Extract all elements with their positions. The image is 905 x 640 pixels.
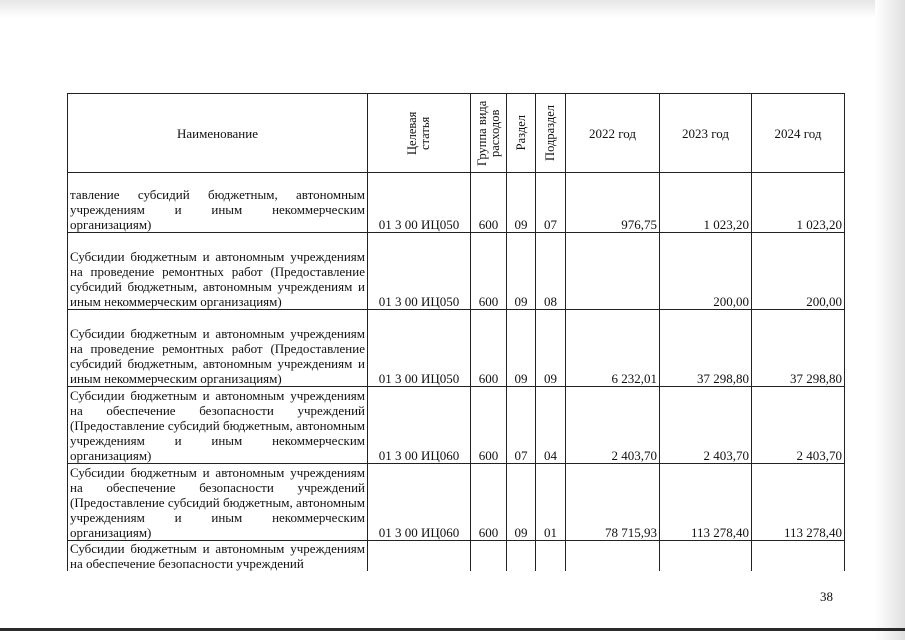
row-value-2022: 78 715,93 — [566, 464, 660, 541]
row-name: Субсидии бюджетным и автономным учреждениям на обеспечение безопасности учреждений — [68, 541, 368, 572]
row-value-2023 — [660, 541, 752, 572]
row-value-2022: 2 403,70 — [566, 387, 660, 464]
header-year-2024: 2024 год — [752, 94, 845, 173]
budget-table — [67, 93, 845, 571]
table-row — [68, 464, 845, 541]
page-number: 38 — [820, 589, 833, 604]
header-section-label: Раздел — [513, 115, 528, 151]
header-subsection — [536, 94, 566, 173]
scan-bottom-edge — [0, 628, 905, 631]
header-section — [507, 94, 536, 173]
header-subsection-label: Подраздел — [543, 105, 557, 161]
row-group: 600 — [471, 310, 507, 387]
row-group: 600 — [471, 233, 507, 310]
scan-shadow-right — [875, 0, 905, 640]
table-row — [68, 310, 845, 387]
row-value-2022 — [566, 233, 660, 310]
row-subsection: 08 — [536, 233, 566, 310]
row-group: 600 — [471, 387, 507, 464]
row-name: Субсидии бюджетным и автономным учреждениям на обеспечение безопасности учреждений (Предоставление субсидий бюджетным, автономным учреждениям и иным некоммерческим организациям) — [68, 387, 368, 464]
row-value-2023: 113 278,40 — [660, 464, 752, 541]
row-value-2022 — [566, 541, 660, 572]
row-subsection — [536, 541, 566, 572]
table-row — [68, 541, 845, 572]
row-value-2024: 113 278,40 — [752, 464, 845, 541]
row-group — [471, 541, 507, 572]
header-name: Наименование — [68, 94, 368, 173]
row-article: 01 3 00 ИЦ060 — [368, 464, 471, 541]
row-article: 01 3 00 ИЦ060 — [368, 387, 471, 464]
row-value-2023: 2 403,70 — [660, 387, 752, 464]
row-value-2024: 200,00 — [752, 233, 845, 310]
row-value-2022: 976,75 — [566, 173, 660, 233]
table-row — [68, 173, 845, 233]
row-section — [507, 541, 536, 572]
table-row — [68, 387, 845, 464]
row-value-2023: 37 298,80 — [660, 310, 752, 387]
row-name: Субсидии бюджетным и автономным учреждениям на обеспечение безопасности учреждений (Предоставление субсидий бюджетным, автономным учреждениям и иным некоммерческим организациям) — [68, 464, 368, 541]
row-article — [368, 541, 471, 572]
row-name: Субсидии бюджетным и автономным учреждениям на проведение ремонтных работ (Предоставление субсидий бюджетным, автономным учреждениям и иным некоммерческим организациям) — [68, 233, 368, 310]
row-group: 600 — [471, 173, 507, 233]
row-name: тавление субсидий бюджетным, автономным учреждениям и иным некоммерческим организациям) — [68, 173, 368, 233]
row-subsection: 01 — [536, 464, 566, 541]
row-subsection: 04 — [536, 387, 566, 464]
table-header-row — [68, 94, 845, 173]
row-section: 09 — [507, 173, 536, 233]
row-subsection: 09 — [536, 310, 566, 387]
row-article: 01 3 00 ИЦ050 — [368, 233, 471, 310]
row-value-2023: 200,00 — [660, 233, 752, 310]
row-value-2024: 37 298,80 — [752, 310, 845, 387]
row-section: 09 — [507, 233, 536, 310]
scan-shadow-top — [0, 0, 905, 18]
header-article — [368, 94, 471, 173]
table-row — [68, 233, 845, 310]
row-value-2024 — [752, 541, 845, 572]
row-article: 01 3 00 ИЦ050 — [368, 310, 471, 387]
header-year-2022: 2022 год — [566, 94, 660, 173]
row-group: 600 — [471, 464, 507, 541]
header-expense-group — [471, 94, 507, 173]
row-value-2023: 1 023,20 — [660, 173, 752, 233]
row-value-2024: 2 403,70 — [752, 387, 845, 464]
row-section: 09 — [507, 464, 536, 541]
header-year-2023: 2023 год — [660, 94, 752, 173]
row-value-2024: 1 023,20 — [752, 173, 845, 233]
row-subsection: 07 — [536, 173, 566, 233]
row-value-2022: 6 232,01 — [566, 310, 660, 387]
row-name: Субсидии бюджетным и автономным учреждениям на проведение ремонтных работ (Предоставление субсидий бюджетным, автономным учреждениям и иным некоммерческим организациям) — [68, 310, 368, 387]
header-expense-group-label: Группа вида расходов — [474, 100, 502, 166]
row-section: 07 — [507, 387, 536, 464]
row-section: 09 — [507, 310, 536, 387]
row-article: 01 3 00 ИЦ050 — [368, 173, 471, 233]
header-article-label: Целевая статья — [405, 111, 432, 155]
